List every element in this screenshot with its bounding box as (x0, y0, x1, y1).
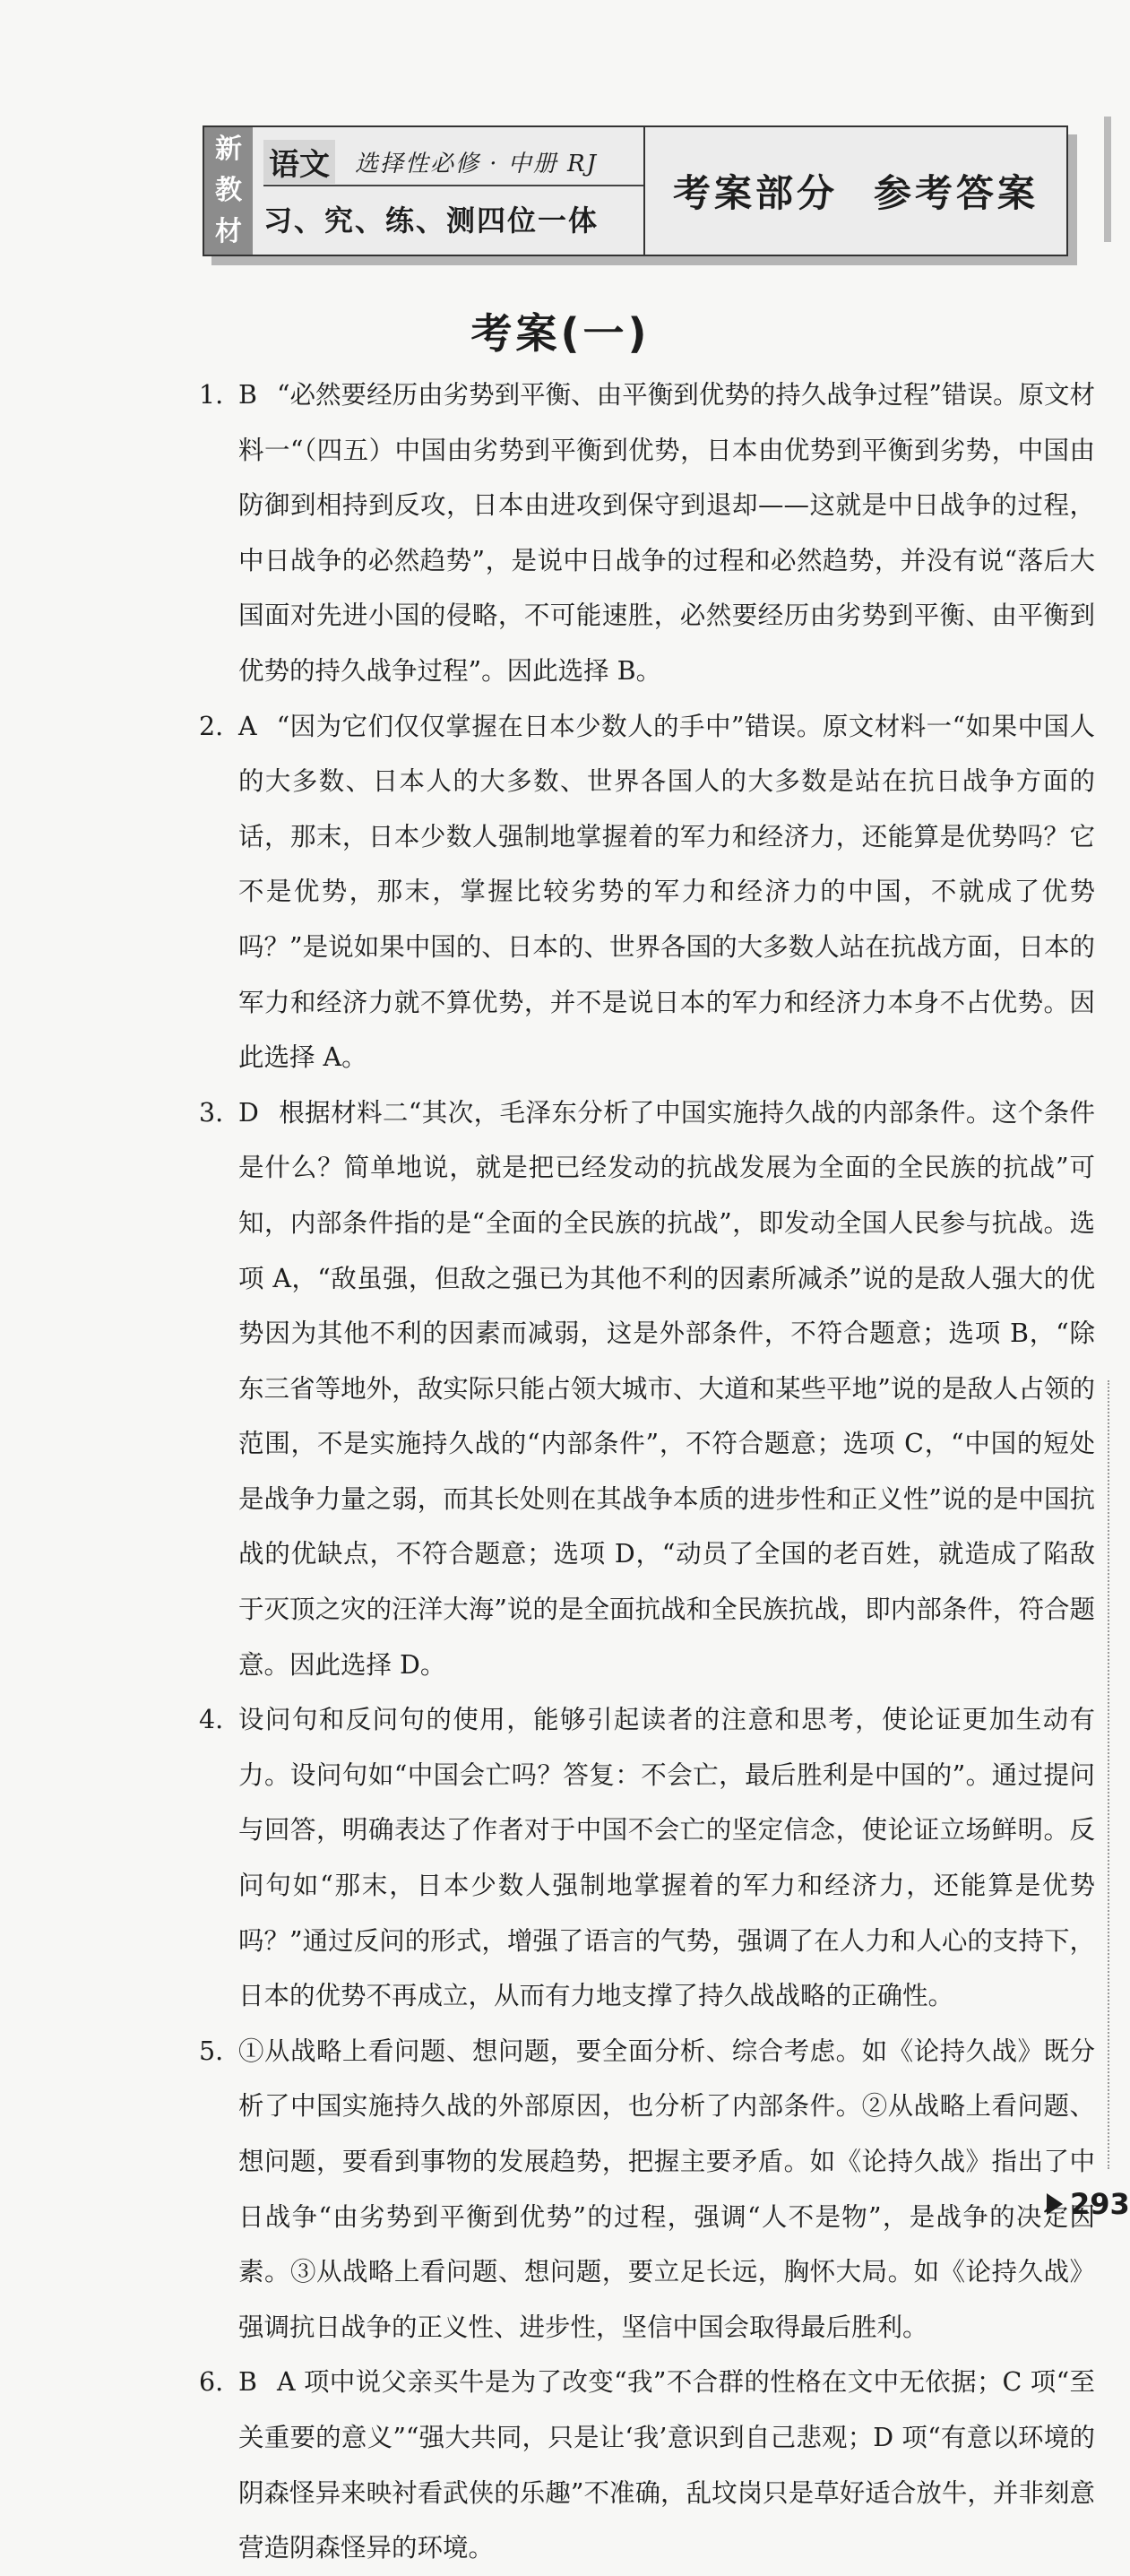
answer-item (199, 367, 1095, 699)
answer-item (199, 1085, 1095, 1693)
item-text: 根据材料二“其次，毛泽东分析了中国实施持久战的内部条件。这个条件是什么？简单地说，就是把已经发动的抗战发展为全面的全民族的抗战”可知，内部条件指的是“全面的全民族的抗战”，即发动全国人民参与抗战。选项 A，“敌虽强，但敌之强已为其他不利的因素所减杀”说的是敌人强大的优势因为其他不利的因素而减弱，这是外部条件，不符合题意；选项 B，“除东三省等地外，敌实际只能占领大城市、大道和某些平地”说的是敌人占领的范围，不是实施持久战的“内部条件”，不符合题意；选项 C，“中国的短处是战争力量之弱，而其长处则在其战争本质的进步性和正义性”说的是中国抗战的优缺点，不符合题意；选项 D，“动员了全国的老百姓，就造成了陷敌于灭顶之灾的汪洋大海”说的是全面抗战和全民族抗战，即内部条件，符合题意。因此选择 D。 (238, 1097, 1095, 1680)
answer-item (199, 2024, 1095, 2356)
item-number: 3. (199, 1097, 224, 1128)
item-text: 设问句和反问句的使用，能够引起读者的注意和思考，使论证更加生动有力。设问句如“中国会亡吗？答复：不会亡，最后胜利是中国的”。通过提问与回答，明确表达了作者对于中国不会亡的坚定信念，使论证立场鲜明。反问句如“那末，日本少数人强制地掌握着的军力和经济力，还能算是优势吗？”通过反问的形式，增强了语言的气势，强调了在人力和人心的支持下，日本的优势不再成立，从而有力地支撑了持久战战略的正确性。 (238, 1705, 1095, 2011)
item-number: 1. (199, 380, 224, 410)
header-banner (203, 125, 1068, 256)
item-answer: A (238, 711, 257, 741)
item-number: 4. (199, 1705, 224, 1735)
page-number-text: 293 (1070, 2187, 1130, 2221)
answer-item (199, 699, 1095, 1085)
section-heading (645, 127, 1066, 255)
answer-list (199, 367, 1095, 2576)
item-text: A 项中说父亲买牛是为了改变“我”不合群的性格在文中无依据；C 项“至关重要的意义”“强大共同，只是让‘我’意识到自己悲观；D 项“有意以环境的阴森怪异来映衬看武侠的乐趣”不准确，乱坟岗只是草好适合放牛，并非刻意营造阴森怪异的环境。 (238, 2367, 1095, 2563)
page-number (1047, 2187, 1130, 2221)
item-number: 2. (199, 711, 224, 741)
item-number: 6. (199, 2367, 224, 2398)
item-answer: D (238, 1097, 259, 1128)
item-text: ①从战略上看问题、想问题，要全面分析、综合考虑。如《论持久战》既分析了中国实施持久战的外部原因，也分析了内部条件。②从战略上看问题、想问题，要看到事物的发展趋势，把握主要矛盾。如《论持久战》指出了中日战争“由劣势到平衡到优势”的过程，强调“人不是物”，是战争的决定因素。③从战略上看问题、想问题，要立足长远，胸怀大局。如《论持久战》强调抗日战争的正义性、进步性，坚信中国会取得最后胜利。 (238, 2036, 1095, 2342)
banner-side-char: 新 (215, 134, 242, 165)
item-number: 5. (199, 2036, 224, 2066)
answer-item (199, 1692, 1095, 2024)
item-answer: B (238, 2367, 257, 2398)
margin-dotted-line (1108, 1380, 1109, 2169)
section-heading-part-a: 考案部分 (672, 171, 838, 215)
answer-item (199, 2355, 1095, 2575)
edge-bar (1104, 117, 1111, 242)
item-text: “因为它们仅仅掌握在日本少数人的手中”错误。原文材料一“如果中国人的大多数、日本人的大多数、世界各国人的大多数是站在抗日战争方面的话，那末，日本少数人强制地掌握着的军力和经济力，还能算是优势吗？它不是优势，那末，掌握比较劣势的军力和经济力的中国，不就成了优势吗？”是说如果中国的、日本的、世界各国的大多数人站在抗战方面，日本的军力和经济力就不算优势，并不是说日本的军力和经济力本身不占优势。因此选择 A。 (238, 711, 1095, 1073)
banner-side-label (204, 127, 253, 255)
play-triangle-icon (1047, 2193, 1063, 2215)
edition-label: 选择性必修 · 中册 RJ (355, 150, 599, 177)
section-heading-part-b: 参考答案 (874, 171, 1039, 215)
banner-side-char: 教 (215, 175, 242, 206)
subject-label: 语文 (263, 140, 335, 184)
banner-side-char: 材 (215, 216, 242, 247)
page-title: 考案(一) (470, 309, 651, 358)
banner-top-row (263, 138, 645, 186)
slogan: 习、究、练、测四位一体 (263, 203, 600, 238)
item-text: “必然要经历由劣势到平衡、由平衡到优势的持久战争过程”错误。原文材料一“（四五）中国由劣势到平衡到优势，日本由优势到平衡到劣势，中国由防御到相持到反攻，日本由进攻到保守到退却——这就是中日战争的过程，中日战争的必然趋势”，是说中日战争的过程和必然趋势，并没有说“落后大国面对先进小国的侵略，不可能速胜，必然要经历由劣势到平衡、由平衡到优势的持久战争过程”。因此选择 B。 (238, 380, 1095, 686)
item-answer: B (238, 380, 257, 410)
